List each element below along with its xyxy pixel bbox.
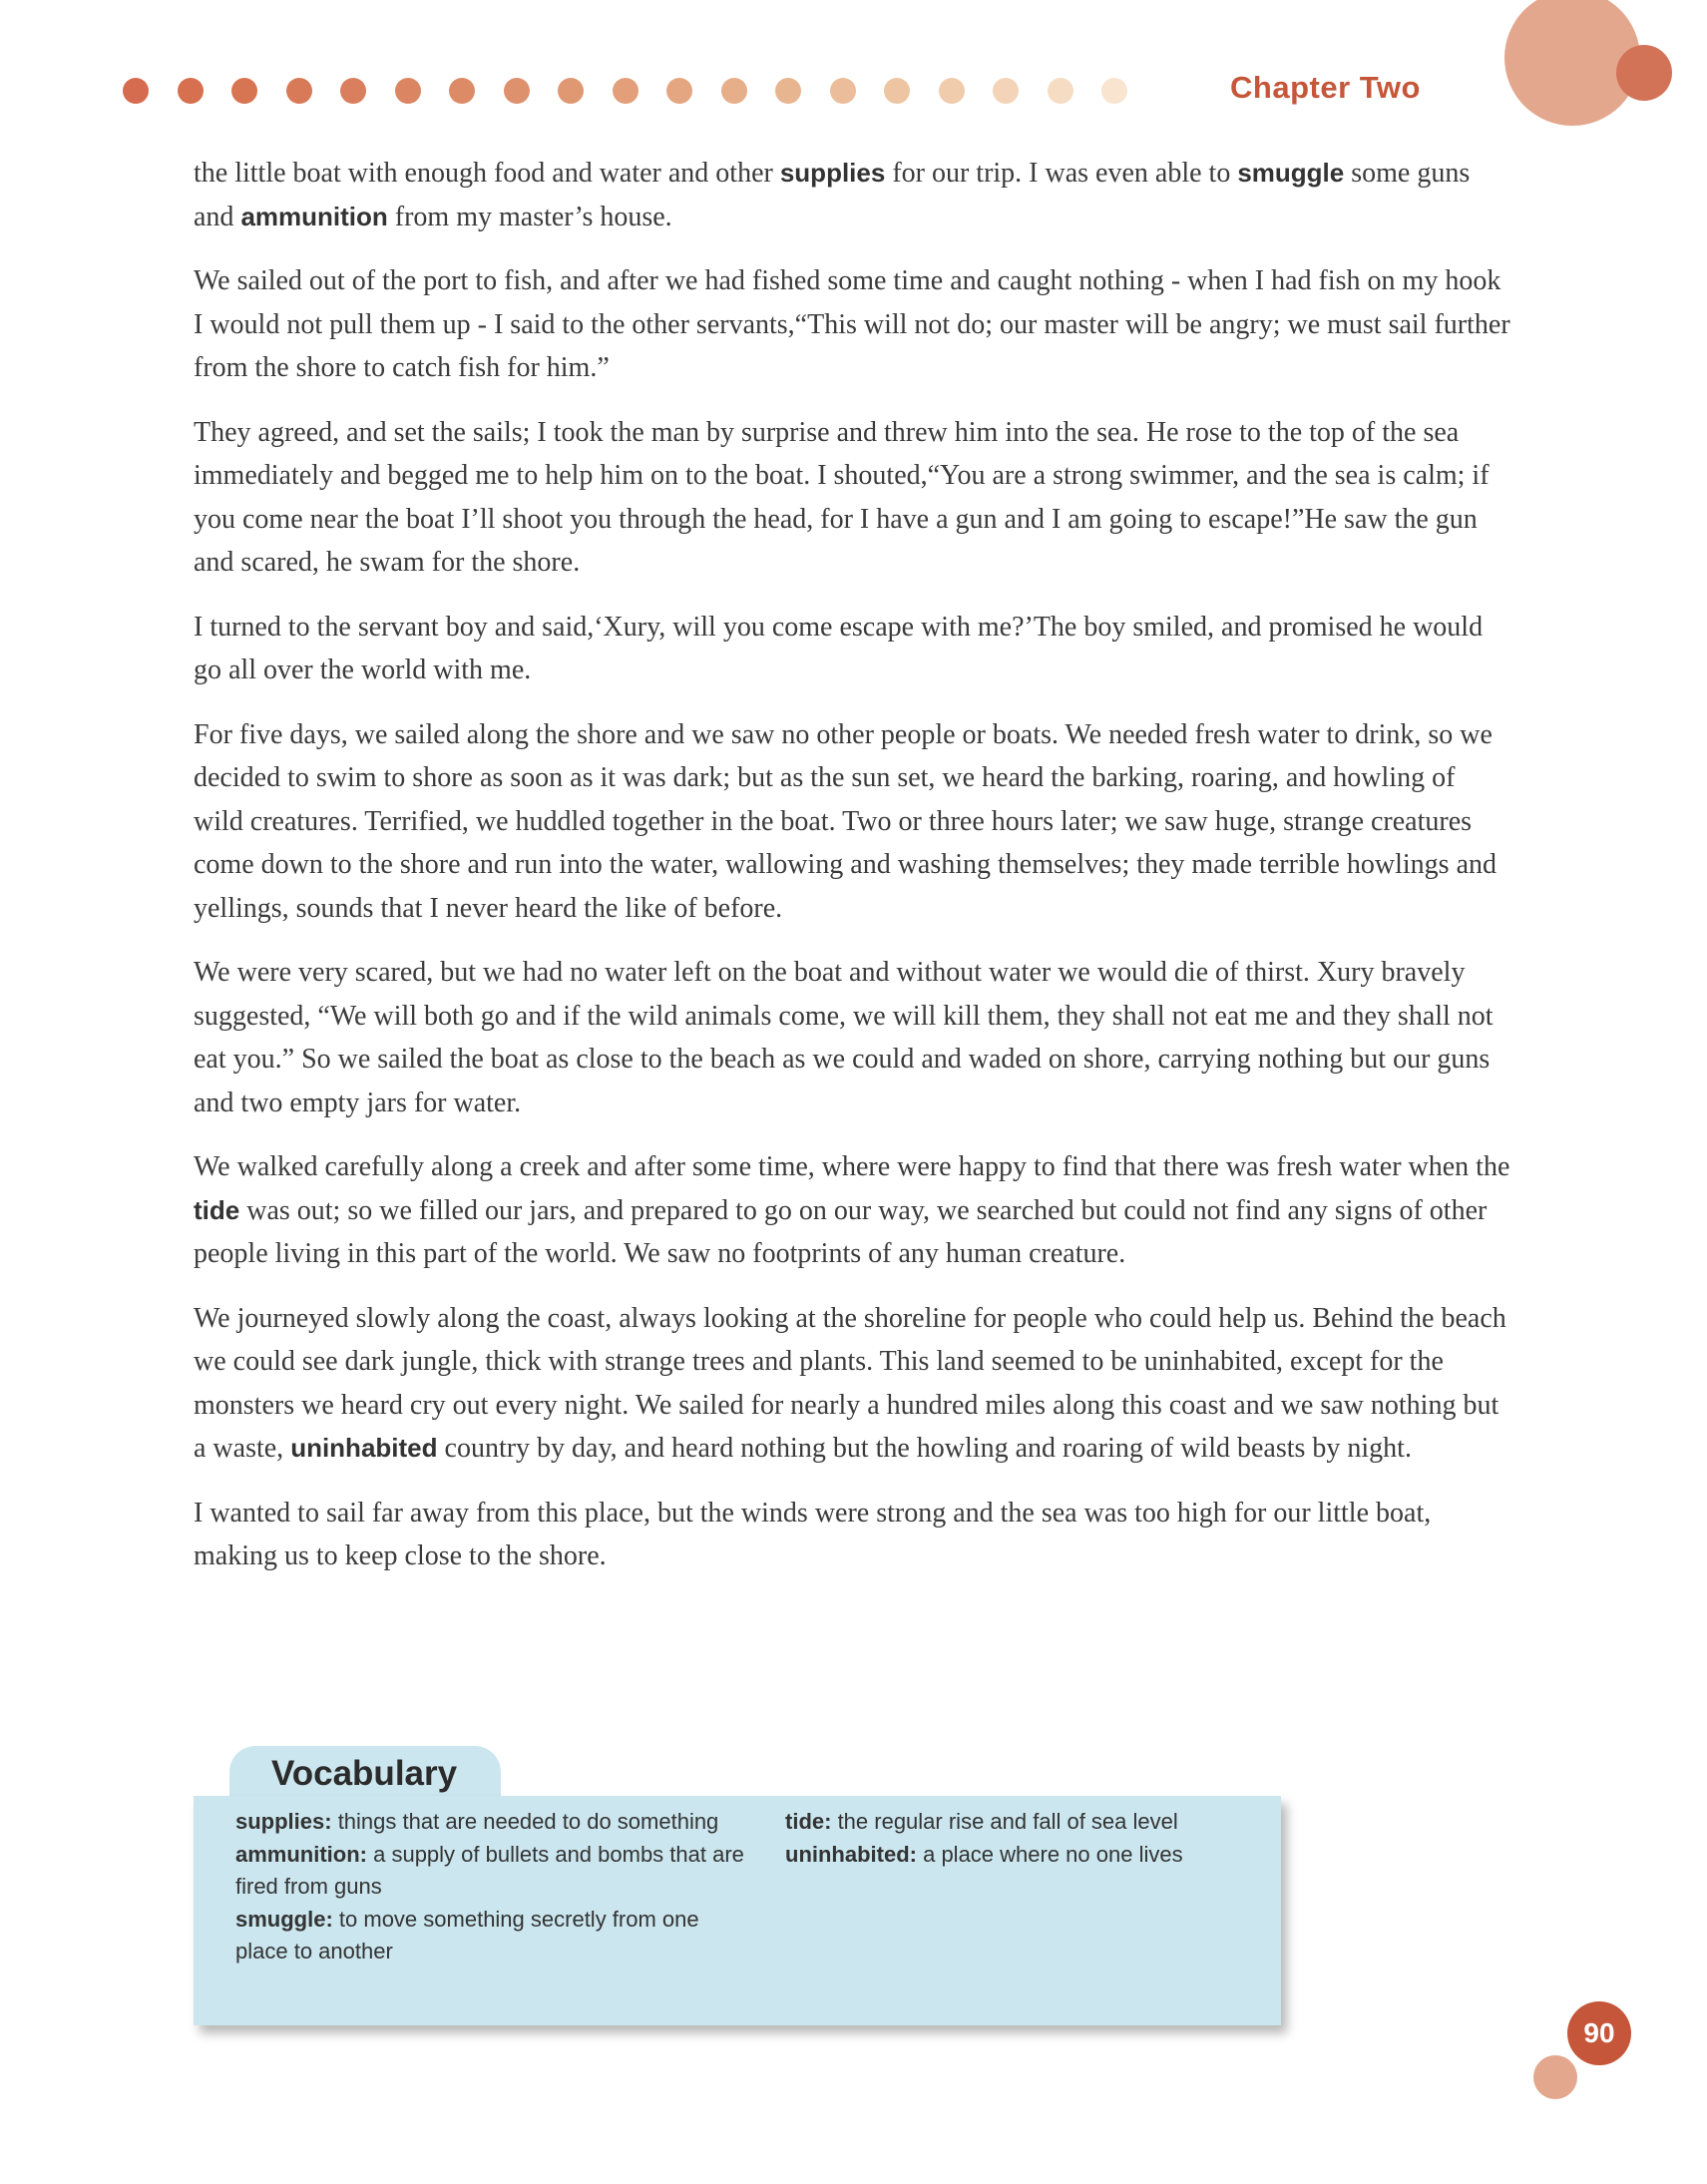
vocabulary-keyword: supplies [779, 158, 886, 188]
header-dot [830, 78, 856, 104]
header-dot [231, 78, 257, 104]
header-dot [395, 78, 421, 104]
vocabulary-term: smuggle: [235, 1906, 333, 1932]
paragraph-text: We journeyed slowly along the coast, always looking at the shoreline for people who could help us. Behind the beach we could see dark jungle, thick with strange trees and plants. This land seemed to be uninhabited, except for the monsters we heard cry out every night. We sailed for nearly a hundred miles along this coast and we saw nothing but a waste, [194, 1302, 1506, 1464]
vocabulary-definition: to move something secretly from one place to another [235, 1906, 699, 1964]
story-paragraph [194, 1492, 1510, 1578]
vocabulary-list-left [235, 1806, 754, 1968]
story-paragraph [194, 411, 1510, 585]
story-paragraph [194, 1145, 1510, 1276]
page-number: 90 [1583, 2017, 1615, 2048]
header-dot [178, 78, 204, 104]
chapter-title: Chapter Two [1230, 70, 1421, 105]
story-paragraph [194, 1297, 1510, 1471]
header-dot [939, 78, 965, 104]
vocabulary-entry [235, 1806, 754, 1839]
vocabulary-definition: things that are needed to do something [331, 1809, 719, 1834]
vocabulary-entry [235, 1839, 754, 1904]
paragraph-text: the little boat with enough food and water and other [194, 158, 780, 189]
paragraph-text: We sailed out of the port to fish, and after we had fished some time and caught nothing - when I had fish on my hook I would not pull them up - I said to the other servants,“This will not do; our master will be angry; we must sail further from the shore to catch fish for him.” [194, 265, 1510, 383]
header-dot [993, 78, 1019, 104]
paragraph-text: I wanted to sail far away from this place, but the winds were strong and the sea was too high for our little boat, making us to keep close to the shore. [194, 1497, 1432, 1571]
header-dot [449, 78, 475, 104]
header-dot-row [123, 78, 1156, 104]
header-dot [1048, 78, 1073, 104]
vocabulary-definition: a supply of bullets and bombs that are fired from guns [235, 1841, 744, 1899]
header-dot [123, 78, 149, 104]
decorative-circle-small [1616, 45, 1672, 101]
header-dot [558, 78, 584, 104]
story-paragraph [194, 606, 1510, 692]
vocabulary-list-right [785, 1806, 1254, 1871]
paragraph-text: was out; so we filled our jars, and prepared to go on our way, we searched but could not find any signs of other people living in this part of the world. We saw no footprints of any human creature. [194, 1194, 1488, 1269]
vocabulary-keyword: uninhabited [290, 1433, 438, 1463]
header-dot [286, 78, 312, 104]
header-dot [775, 78, 801, 104]
paragraph-text: I turned to the servant boy and said,‘Xury, will you come escape with me?’The boy smiled, and promised he would go all over the world with me. [194, 611, 1484, 685]
paragraph-text: For five days, we sailed along the shore and we saw no other people or boats. We needed fresh water to drink, so we decided to swim to shore as soon as it was dark; but as the sun set, we heard the barking, roaring, and howling of wild creatures. Terrified, we huddled together in the boat. Two or three hours later; we saw huge, strange creatures come down to the shore and run into the water, wallowing and washing themselves; they made terrible howlings and yellings, sounds that I never heard the like of before. [194, 718, 1497, 924]
vocabulary-term: uninhabited: [785, 1841, 917, 1867]
vocabulary-term: ammunition: [235, 1841, 367, 1867]
paragraph-text: some guns and [194, 158, 1471, 232]
vocabulary-keyword: smuggle [1237, 158, 1345, 188]
story-text [194, 152, 1510, 1599]
paragraph-text: from my master’s house. [387, 201, 672, 232]
header-dot [504, 78, 530, 104]
vocabulary-keyword: ammunition [240, 201, 388, 231]
story-paragraph [194, 259, 1510, 390]
vocabulary-entry [785, 1839, 1254, 1872]
header-dot [666, 78, 692, 104]
paragraph-text: We walked carefully along a creek and after some time, where were happy to find that there was fresh water when the [194, 1151, 1510, 1182]
paragraph-text: country by day, and heard nothing but the howling and roaring of wild beasts by night. [437, 1433, 1412, 1464]
vocabulary-definition: a place where no one lives [916, 1841, 1183, 1867]
paragraph-text: for our trip. I was even able to [885, 158, 1238, 189]
vocabulary-title: Vocabulary [271, 1754, 458, 1793]
header-dot [613, 78, 639, 104]
header-dot [884, 78, 910, 104]
vocabulary-entry [235, 1904, 754, 1968]
story-paragraph [194, 713, 1510, 931]
vocabulary-term: tide: [785, 1809, 832, 1834]
paragraph-text: We were very scared, but we had no water left on the boat and without water we would die of thirst. Xury bravely suggested, “We will both go and if the wild animals come, we will kill them, they shall not eat me and they shall not eat you.” So we sailed the boat as close to the beach as we could and waded on shore, carrying nothing but our guns and two empty jars for water. [194, 957, 1494, 1118]
vocabulary-definition: the regular rise and fall of sea level [831, 1809, 1178, 1834]
vocabulary-term: supplies: [235, 1809, 332, 1834]
story-paragraph [194, 152, 1510, 238]
story-paragraph [194, 951, 1510, 1124]
header-dot [340, 78, 366, 104]
vocabulary-keyword: tide [194, 1194, 240, 1225]
paragraph-text: They agreed, and set the sails; I took the man by surprise and threw him into the sea. He rose to the top of the sea immediately and begged me to help him on to the boat. I shouted,“You are a strong swimmer, and the sea is calm; if you come near the boat I’ll shoot you through the head, for I have a gun and I am going to escape!”He saw the gun and scared, he swam for the shore. [194, 416, 1490, 578]
vocabulary-entry [785, 1806, 1254, 1839]
header-dot [1101, 78, 1127, 104]
header-dot [721, 78, 747, 104]
